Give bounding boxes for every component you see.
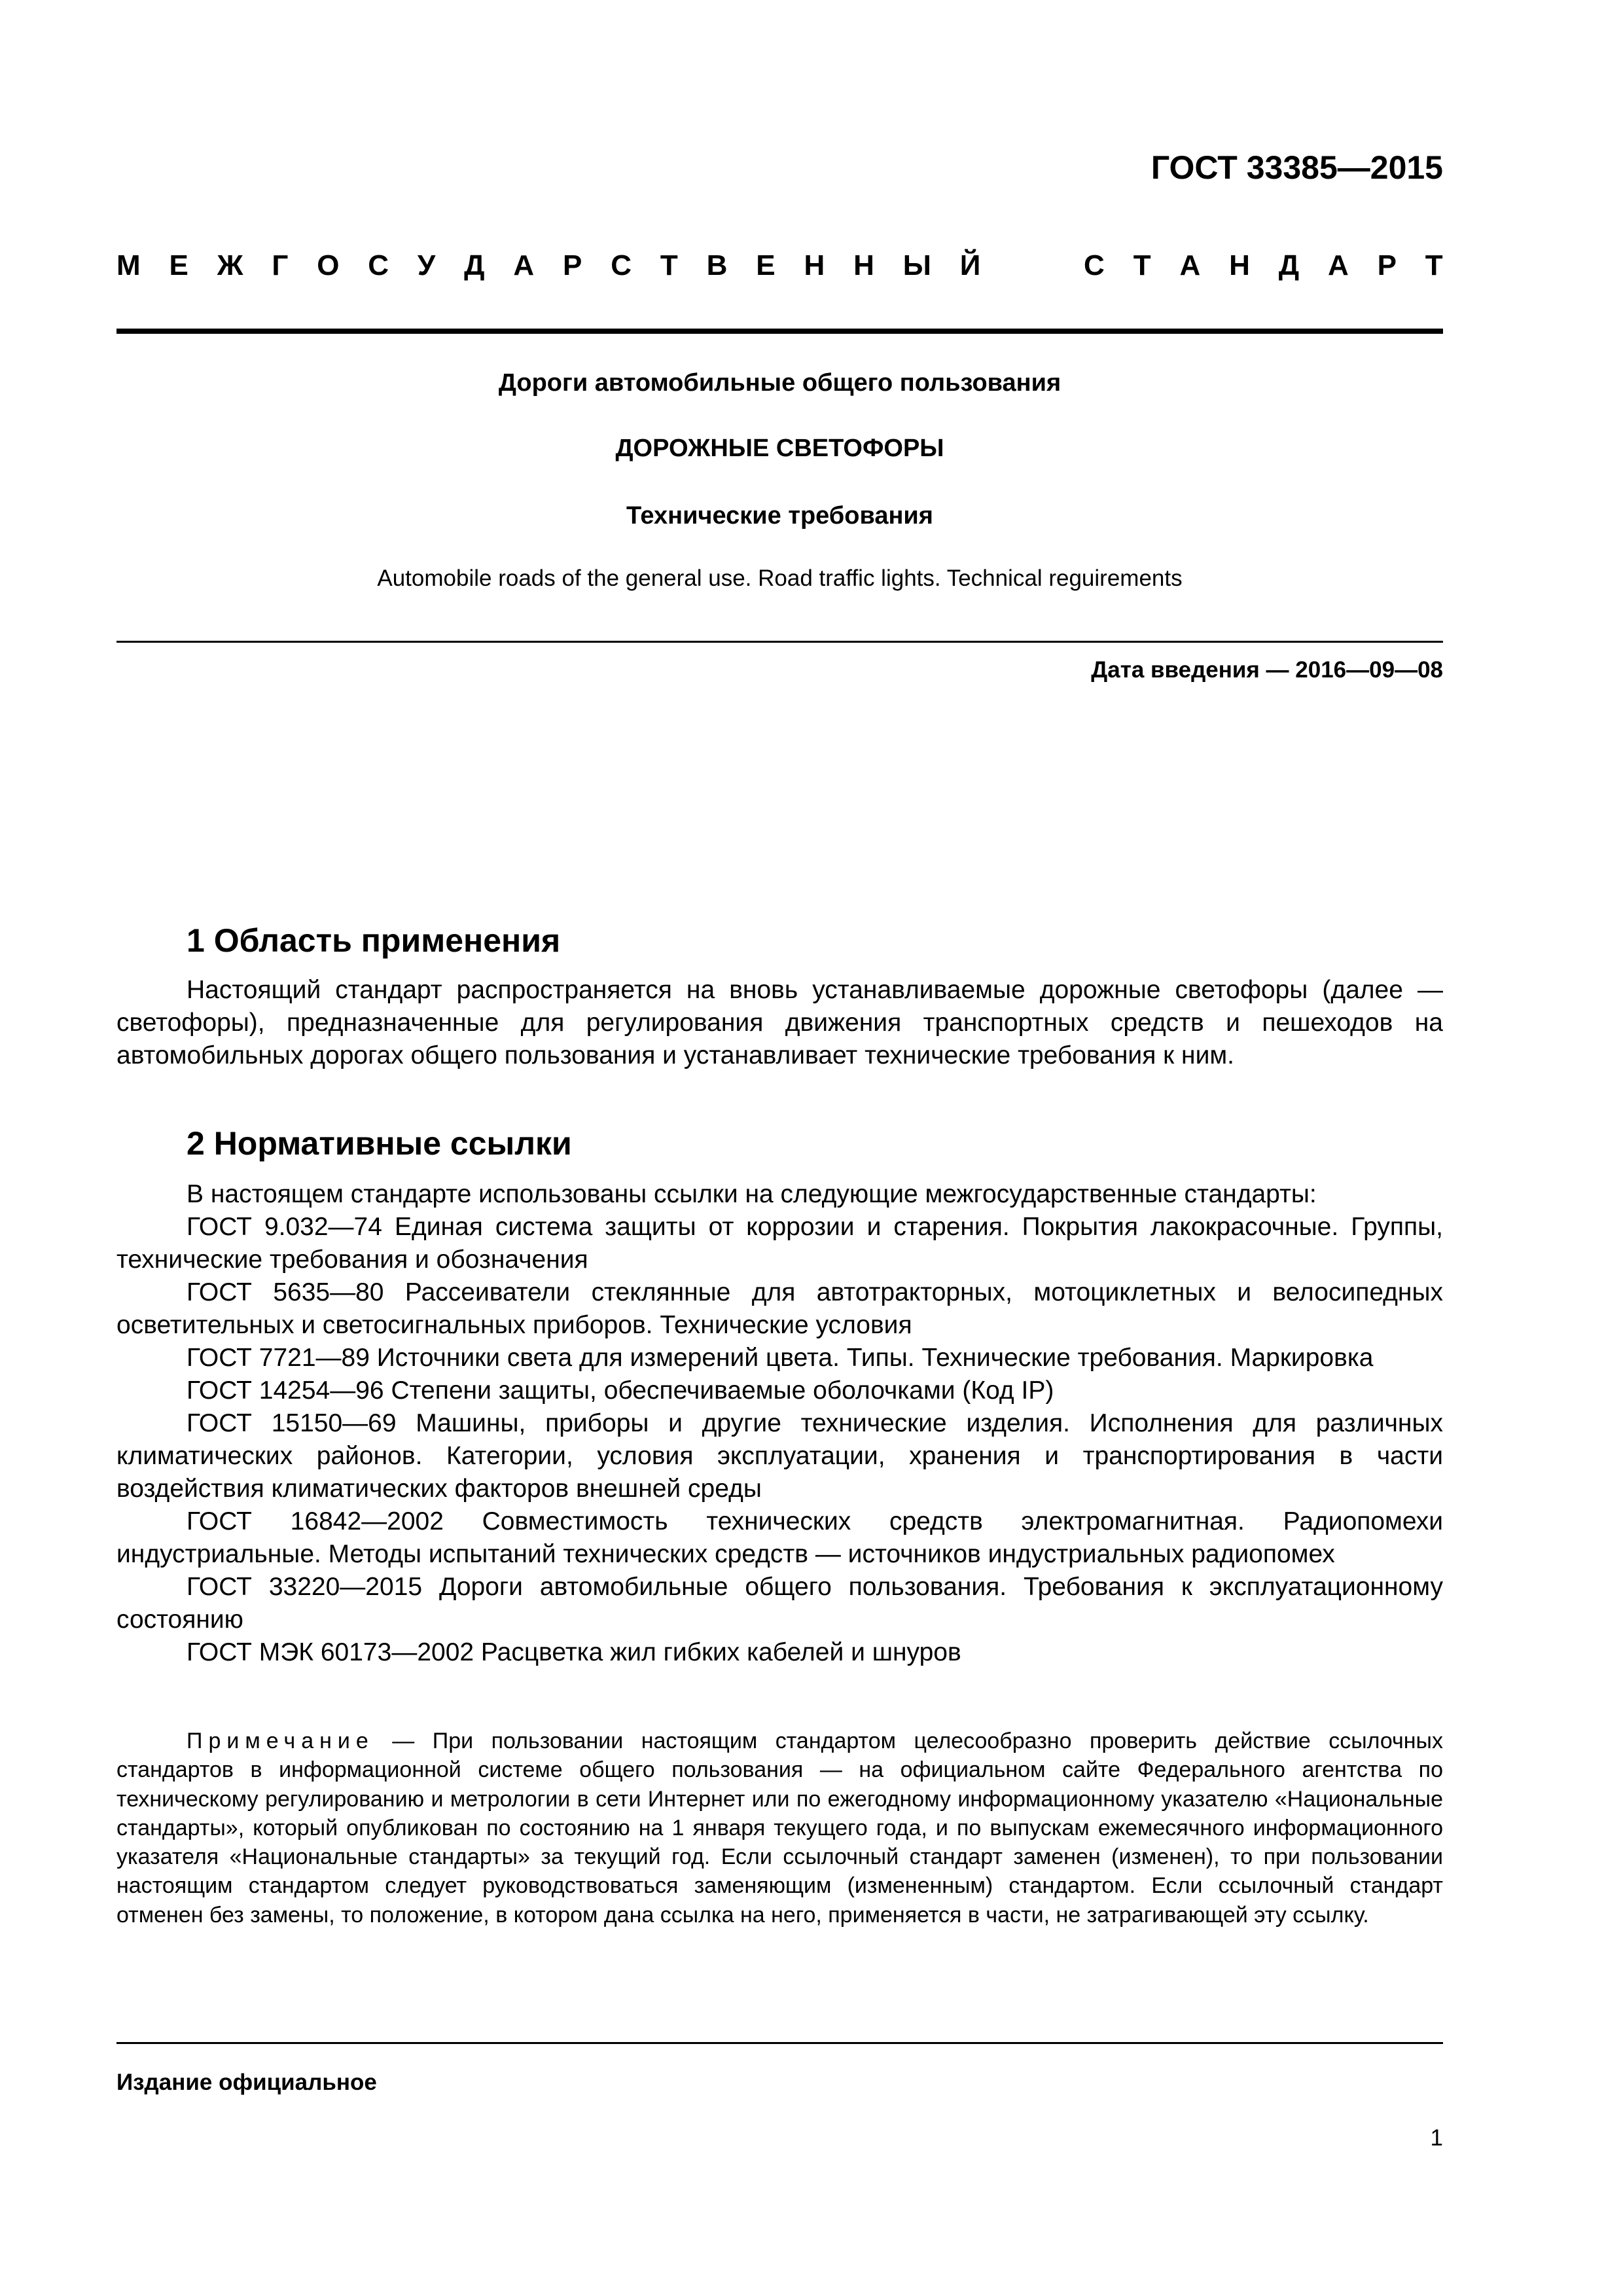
standard-type-letter: Д (1278, 249, 1300, 281)
reference-item: ГОСТ 9.032—74 Единая система защиты от коррозии и старения. Покрытия лакокрасочные. Группы, технические требования и обозначения (116, 1213, 1443, 1274)
standard-type-letter: Р (1377, 249, 1397, 281)
references-intro: В настоящем стандарте использованы ссылки на следующие межгосударственные стандарты: (187, 1180, 1317, 1208)
reference-item: ГОСТ 7721—89 Источники света для измерений цвета. Типы. Технические требования. Маркировка (187, 1344, 1374, 1372)
standard-type-letter: А (513, 249, 535, 281)
standard-type-letter: С (1084, 249, 1105, 281)
standard-type-letter: Н (804, 249, 825, 281)
standard-type-letter: Т (1425, 249, 1443, 281)
note-label: Примечание (187, 1729, 374, 1753)
standard-type-letter: С (368, 249, 389, 281)
standard-type-letter: Ж (217, 249, 243, 281)
section-1-heading: 1 Область применения (187, 922, 561, 959)
reference-item: ГОСТ 5635—80 Рассеиватели стеклянные для автотракторных, мотоциклетных и велосипедных осветительных и светосигнальных приборов. Технические условия (116, 1278, 1443, 1339)
introduction-date: Дата введения — 2016—09—08 (1091, 657, 1443, 683)
standard-type-gap (1009, 247, 1055, 284)
standard-type-letter: Р (563, 249, 582, 281)
standard-type-letter: Е (169, 249, 188, 281)
reference-item: ГОСТ 33220—2015 Дороги автомобильные общего пользования. Требования к эксплуатационному состоянию (116, 1573, 1443, 1634)
standard-type-letter: А (1327, 249, 1349, 281)
standard-type-letter: Т (1133, 249, 1151, 281)
standard-type-letter: Т (660, 249, 678, 281)
standard-type-letter: Н (853, 249, 874, 281)
note-text: — При пользовании настоящим стандартом целесообразно проверить действие ссылочных стандартов в информационной системе общего пользования — на официальном сайте Федерального агентства по техническому регулированию и метрологии в сети Интернет или по ежегодному информационному указателю «Национальные стандарты», который опубликован по состоянию на 1 января текущего года, и по выпускам ежемесячного информационного указателя «Национальные стандарты» за текущий год. Если ссылочный стандарт заменен (изменен), то при пользовании настоящим стандартом следует руководствоваться заменяющим (измененным) стандартом. Если ссылочный стандарт отменен без замены, то положение, в котором дана ссылка на него, применяется в части, не затрагивающей эту ссылку. (116, 1729, 1443, 1928)
reference-item: ГОСТ МЭК 60173—2002 Расцветка жил гибких кабелей и шнуров (187, 1638, 961, 1666)
header-rule (116, 329, 1443, 334)
title-line-3: Технические требования (626, 502, 933, 529)
standard-type-letter: А (1179, 249, 1201, 281)
reference-item: ГОСТ 15150—69 Машины, приборы и другие технические изделия. Исполнения для различных климатических районов. Категории, условия эксплуатации, хранения и транспортирования в части воздействия климатических факторов внешней среды (116, 1409, 1443, 1503)
title-rule (116, 641, 1443, 643)
page-number: 1 (1430, 2125, 1443, 2151)
standard-type-letter: Й (959, 249, 981, 281)
standard-type-letter: В (706, 249, 728, 281)
standard-type-letter: О (317, 249, 340, 281)
section-1-body (116, 974, 1443, 1072)
standard-type-letter: М (116, 249, 141, 281)
official-edition-label: Издание официальное (116, 2070, 377, 2095)
scope-paragraph: Настоящий стандарт распространяется на вновь устанавливаемые дорожные светофоры (далее — светофоры), предназначенные для регулирования движения транспортных средств и пешеходов на автомобильных дорогах общего пользования и устанавливает технические требования к ним. (116, 976, 1443, 1069)
standard-type-letter: С (611, 249, 632, 281)
english-title: Automobile roads of the general use. Road traffic lights. Technical reguirements (377, 565, 1183, 591)
reference-item: ГОСТ 14254—96 Степени защиты, обеспечиваемые оболочками (Код IP) (187, 1376, 1054, 1405)
note (116, 1727, 1443, 1929)
section-2-heading: 2 Нормативные ссылки (187, 1125, 572, 1162)
standard-type-letter: Е (756, 249, 776, 281)
standard-type-letter: Н (1229, 249, 1250, 281)
footer-rule (116, 2042, 1443, 2044)
document-code: ГОСТ 33385—2015 (1150, 149, 1443, 186)
standard-type-letter: У (417, 249, 436, 281)
reference-item: ГОСТ 16842—2002 Совместимость технических средств электромагнитная. Радиопомехи индустриальные. Методы испытаний технических средств — источников индустриальных радиопомех (116, 1507, 1443, 1568)
title-line-2: ДОРОЖНЫЕ СВЕТОФОРЫ (615, 435, 944, 462)
references-list (116, 1178, 1443, 1669)
standard-type (116, 247, 1443, 284)
title-line-1: Дороги автомобильные общего пользования (498, 369, 1061, 397)
standard-type-letter: Д (464, 249, 485, 281)
standard-type-letter: Ы (902, 249, 931, 281)
standard-type-letter: Г (272, 249, 289, 281)
